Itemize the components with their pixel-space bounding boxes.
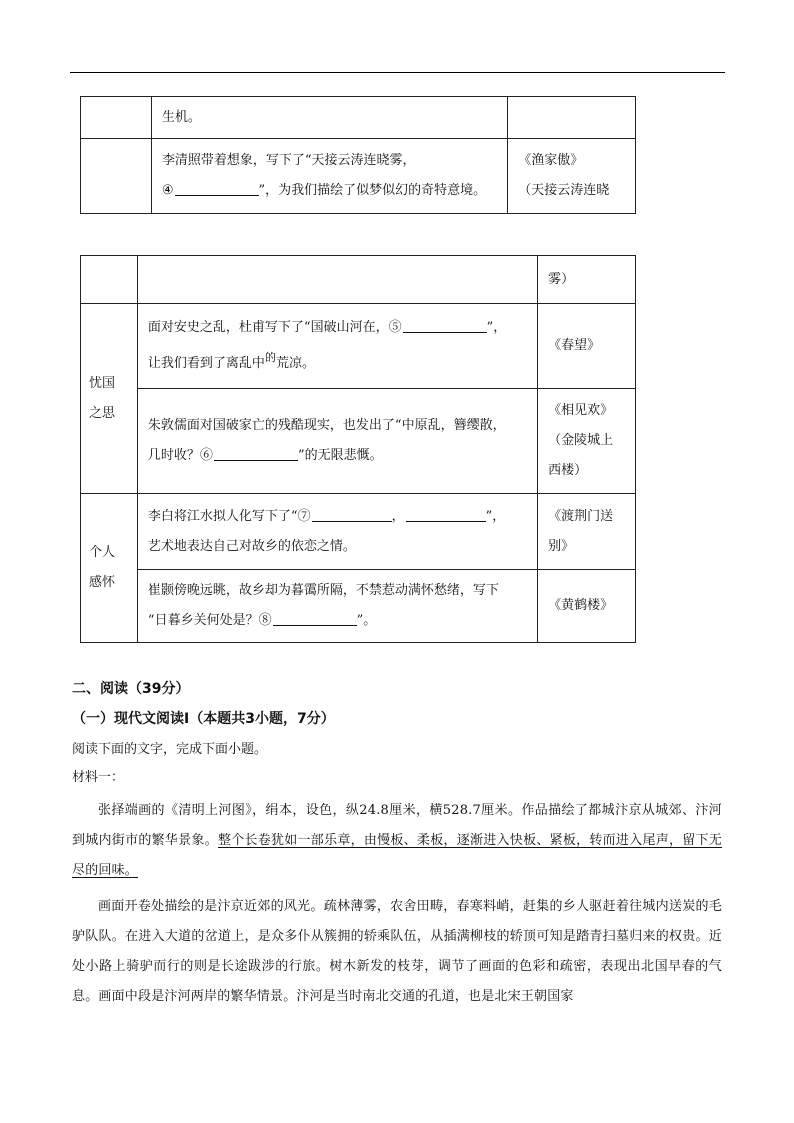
cell-line [162,176,497,206]
poetry-table-part1 [80,96,636,214]
cell-text: 的 [264,351,276,364]
category-cell [81,494,138,643]
content-cell [137,304,537,389]
content-cell [151,97,507,139]
cell-line [148,502,527,532]
source-line: 别》 [548,538,575,554]
source-line: 《渡荆门送 [548,508,614,524]
content-cell [137,256,537,304]
fill-blank-4[interactable] [175,179,259,196]
cell-line: 李清照带着想象，写下了“天接云涛连晓雾， [161,153,416,168]
cell-text: 生机。 [161,109,201,125]
cell-text: ”， [486,320,507,335]
source-cell [538,494,636,570]
category-cell [81,256,138,304]
cell-line: 崔颢傍晚远眺，故乡却为暮霭所隔，不禁惹动满怀愁绪，写下 [147,583,499,598]
cell-line [148,313,527,343]
source-line: 雾） [548,271,575,287]
source-line: 《相见欢》 [548,403,614,418]
source-line: 西楼） [548,463,588,478]
cell-text: ”。 [356,613,377,628]
source-cell [508,139,636,214]
cell-text: ”， [485,508,506,524]
fill-blank-7a[interactable] [312,505,392,522]
table-row [81,570,636,643]
instruction-text: 阅读下面的文字，完成下面小题。 [72,742,268,757]
category-label: 感怀 [89,575,116,590]
underlined-sentence: 整个长卷犹如一部乐章，由慢板、柔板，逐渐进入快板、紧板，转而进入尾声，留下无尽的回味。 [72,833,722,878]
table-row [81,304,636,389]
subsection-title: （一）现代文阅读Ⅰ（本题共3小题，7分） [72,711,335,727]
paragraph-text: 张择端画的《清明上河图》，绢本，设色，纵24.8厘米，横528.7厘米。作品描绘了都城汴京从城郊、汴河到城内街市的繁华景象。 [72,803,722,848]
cell-text: ”，为我们描绘了似梦似幻的奇特意境。 [258,183,487,198]
category-label: 忧国 [89,375,116,391]
material-label: 材料一： [72,770,125,785]
cell-text: 几时收？⑥ [147,448,213,463]
header-rule [70,72,725,73]
source-line: （金陵城上 [548,433,614,448]
table-row [81,256,636,304]
fill-blank-7b[interactable] [406,505,486,522]
source-cell [508,97,636,139]
fill-blank-8[interactable] [273,609,357,626]
source-line: 《黄鹤楼》 [548,598,614,613]
source-line: 《春望》 [548,338,601,353]
category-label: 之思 [89,405,116,421]
cell-text: 让我们看到了离乱中 [147,356,265,371]
category-cell [81,97,152,139]
paragraph-1 [72,796,722,886]
fill-blank-5[interactable] [403,316,487,333]
cell-text: 李白将江水拟人化写下了“⑦ [147,508,311,524]
category-label: 个人 [89,545,116,560]
content-cell [137,570,537,643]
cell-line [148,343,527,379]
table-row [81,97,636,139]
source-cell [538,389,636,494]
content-cell [137,389,537,494]
category-cell [81,304,138,494]
cell-line [148,441,527,471]
table-row [81,389,636,494]
category-cell [81,139,152,214]
table-row [81,494,636,570]
section-title: 二、阅读（39分） [72,681,190,697]
source-cell [538,256,636,304]
cell-text: 面对安史之乱，杜甫写下了“国破山河在，⑤ [147,320,402,335]
fill-blank-6[interactable] [214,444,298,461]
content-cell [151,139,507,214]
cell-line [148,606,527,636]
cell-text: ”的无限悲慨。 [297,448,383,463]
paragraph-2: 画面开卷处描绘的是汴京近郊的风光。疏林薄雾，农舍田畴，春寒料峭，赶集的乡人驱赶着往城内送炭的毛驴队队。在进入大道的岔道上，是众多仆从簇拥的轿乘队伍，从插满柳枝的轿顶可知是踏青扫墓归来的权贵。近处小路上骑驴而行的则是长途跋涉的行旅。树木新发的枝芽，调节了画面的色彩和疏密，表现出北国早春的气息。画面中段是汴河两岸的繁华情景。汴河是当时南北交通的孔道，也是北宋王朝国家 [72,899,722,1004]
source-line: 《渔家傲》 [518,153,584,168]
cell-text: ， [391,508,405,524]
cell-text: 荒凉。 [275,356,315,371]
content-cell [137,494,537,570]
source-cell [538,304,636,389]
cell-line: 艺术地表达自己对故乡的依恋之情。 [147,538,356,554]
cell-text: “日暮乡关何处是？⑧ [147,613,272,628]
blank-number: ④ [161,183,174,198]
poetry-table-part2 [80,255,636,643]
table-row [81,139,636,214]
source-cell [538,570,636,643]
source-line: （天接云涛连晓 [518,183,610,198]
cell-line: 朱敦儒面对国破家亡的残酷现实，也发出了“中原乱，簪缨散， [147,418,506,433]
